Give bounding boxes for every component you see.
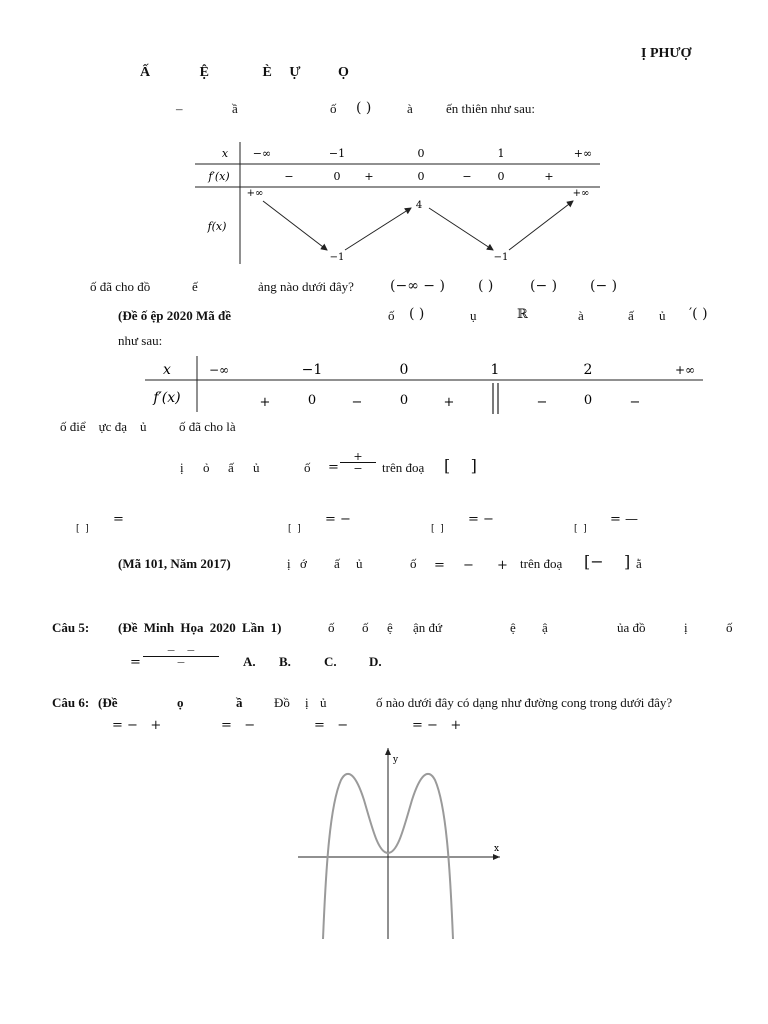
q4-part: − (463, 558, 474, 573)
f-value: −1 (329, 252, 345, 263)
q6-part: Đồ (274, 695, 290, 710)
fp-sign: − (462, 170, 472, 183)
x-value: −1 (328, 147, 346, 160)
q4-part: = (434, 558, 445, 573)
q5-fraction (143, 645, 219, 668)
q3-part: ỏ (203, 460, 210, 475)
fp-label: f′(x) (208, 170, 230, 183)
q3-answer-eq[interactable]: = − (325, 512, 351, 527)
subtitle-part: Ệ (199, 65, 209, 80)
q1-option[interactable]: (− ) (530, 278, 558, 294)
decreasing-arrow (429, 208, 493, 250)
q4-part: ị (287, 556, 291, 571)
x-value: 0 (399, 362, 409, 378)
q2-question: ố điể ực đạ ủ ố đã cho là (60, 419, 236, 434)
q4-source: (Mã 101, Năm 2017) (118, 556, 231, 571)
q5-part: ố (726, 620, 733, 635)
y-axis-label: y (393, 755, 399, 765)
fp-sign: 0 (583, 393, 593, 408)
q6-question: ố nào dưới đây có dạng như đường cong trong dưới đây? (376, 695, 673, 710)
fp-sign: + (544, 170, 554, 183)
q5-choice-b[interactable]: B. (279, 654, 291, 669)
x-value: +∞ (573, 147, 593, 160)
q1-option[interactable]: ( ) (478, 278, 494, 294)
x-axis-label: x (494, 844, 500, 854)
q2-paren: ( ) (409, 306, 425, 322)
q3-part: ấ (228, 460, 234, 475)
q3-answer-bracket: [ ] (76, 524, 89, 534)
fp-sign: 0 (417, 170, 425, 183)
q3-fraction (340, 451, 376, 474)
q3-answer-bracket: [ ] (574, 524, 587, 534)
q4-end: ằ (636, 556, 642, 571)
q4-part: + (497, 558, 508, 573)
q3-interval: [ ] (444, 456, 477, 475)
decreasing-arrow (263, 201, 327, 250)
q6-option[interactable]: = − + (412, 718, 462, 733)
f-value: −1 (493, 252, 509, 263)
x-value: −∞ (208, 363, 230, 377)
q4-tail: trên đoạ (520, 556, 563, 571)
q3-part: ủ (253, 460, 260, 475)
q2-part: ố (388, 308, 395, 323)
fp-label: f′(x) (153, 390, 181, 406)
q1-part: ến thiên như sau: (446, 101, 536, 116)
header-right-title: Ị PHƯỢ (641, 46, 692, 61)
fp-sign: + (364, 170, 374, 183)
q5-part: ố (362, 620, 369, 635)
fp-sign: − (536, 395, 548, 410)
q3-part: ố (304, 460, 311, 475)
q6-part: ủ (320, 695, 327, 710)
q4-part: ủ (356, 556, 363, 571)
fp-sign: + (443, 395, 455, 410)
x-value: −∞ (252, 147, 272, 160)
q1-paren: ( ) (356, 100, 372, 116)
q1-question-part: ế (192, 279, 198, 294)
fp-sign: − (629, 395, 641, 410)
increasing-arrow (345, 208, 411, 250)
q3-tail: trên đoạ (382, 460, 425, 475)
fp-sign: 0 (333, 170, 341, 183)
q6-graph (296, 745, 510, 941)
fp-sign: + (259, 395, 271, 410)
q6-part: ị (305, 695, 309, 710)
subtitle-part: È (262, 65, 272, 80)
q2-part: ấ (628, 308, 634, 323)
x-value: +∞ (674, 363, 696, 377)
q6-part: ầ (236, 695, 243, 710)
q5-source: (Đề Minh Họa 2020 Lần 1) (118, 620, 282, 635)
q3-answer-eq[interactable]: = − (468, 512, 494, 527)
fp-sign: 0 (307, 393, 317, 408)
x-value: −1 (301, 362, 323, 378)
f-value: +∞ (572, 188, 590, 199)
q4-part: ớ (300, 556, 307, 571)
q1-variation-table (195, 142, 605, 267)
q5-frac-num: − − (143, 645, 219, 657)
subtitle-part: Ấ (140, 65, 151, 80)
q1-option[interactable]: (−∞ − ) (390, 278, 445, 294)
q5-choice-a[interactable]: A. (243, 654, 256, 669)
q2-source: (Đề ố ệp 2020 Mã đề (118, 308, 232, 323)
q6-option[interactable]: = − (221, 718, 256, 733)
q1-question-part: ảng nào dưới đây? (258, 279, 354, 294)
q6-option[interactable]: = − (314, 718, 349, 733)
q5-choice-c[interactable]: C. (324, 654, 337, 669)
q4-interval: [− ] (584, 552, 631, 571)
q3-answer-eq[interactable]: = — (610, 512, 639, 527)
q6-option[interactable]: = − + (112, 718, 162, 733)
q2-part: ủ (659, 308, 666, 323)
q5-part: ệ (387, 620, 393, 635)
f-value: 4 (415, 200, 423, 211)
fp-sign: 0 (399, 393, 409, 408)
q4-part: ố (410, 556, 417, 571)
q3-frac-num: + (340, 451, 376, 463)
q3-part: ị (180, 460, 184, 475)
q5-part: ậ (542, 620, 548, 635)
q5-part: ố (328, 620, 335, 635)
f-label: f(x) (207, 220, 227, 233)
q5-part: ị (684, 620, 688, 635)
fp-sign: − (351, 395, 363, 410)
fp-sign: 0 (497, 170, 505, 183)
q1-question-part: ố đã cho đồ (90, 279, 151, 294)
x-label: x (163, 362, 171, 378)
q2-fprime: ′( ) (689, 306, 708, 322)
q1-part: ầ (232, 101, 238, 116)
q1-option[interactable]: (− ) (590, 278, 618, 294)
q3-answer-bracket: [ ] (431, 524, 444, 534)
q5-eq: = (130, 655, 141, 670)
x-value: 2 (583, 362, 593, 378)
q2-cont: như sau: (118, 333, 163, 348)
q1-dash: – (176, 101, 183, 116)
q5-part: ận đứ (413, 620, 443, 635)
header-subtitle (140, 65, 349, 81)
f-value: +∞ (246, 188, 264, 199)
q5-frac-den: − (176, 656, 186, 669)
subtitle-part: Ọ (337, 65, 349, 80)
fp-sign: − (284, 170, 294, 183)
x-value: 0 (417, 147, 425, 160)
q3-answer-bracket: [ ] (288, 524, 301, 534)
x-label: x (221, 147, 229, 160)
q5-part: ệ (510, 620, 516, 635)
q3-eq: = (328, 460, 339, 475)
q2-R: ℝ (517, 307, 528, 322)
increasing-arrow (509, 201, 573, 250)
subtitle-part: Ự (289, 65, 301, 80)
q1-part: à (407, 101, 413, 116)
q2-part: à (578, 308, 584, 323)
q5-part: ủa đồ (617, 620, 646, 635)
q6-part: ọ (177, 695, 184, 710)
q2-part: ụ (470, 308, 477, 323)
q6-source: (Đề (98, 695, 118, 710)
q4-part: ấ (334, 556, 340, 571)
x-value: 1 (497, 147, 505, 160)
q6-label: Câu 6: (52, 695, 90, 710)
q5-label: Câu 5: (52, 620, 90, 635)
q3-frac-den: − (353, 462, 363, 475)
q5-choice-d[interactable]: D. (369, 654, 382, 669)
x-value: 1 (490, 362, 500, 378)
q3-answer-eq[interactable]: = (113, 512, 124, 527)
q2-sign-table (145, 356, 705, 418)
q1-part: ố (330, 101, 337, 116)
